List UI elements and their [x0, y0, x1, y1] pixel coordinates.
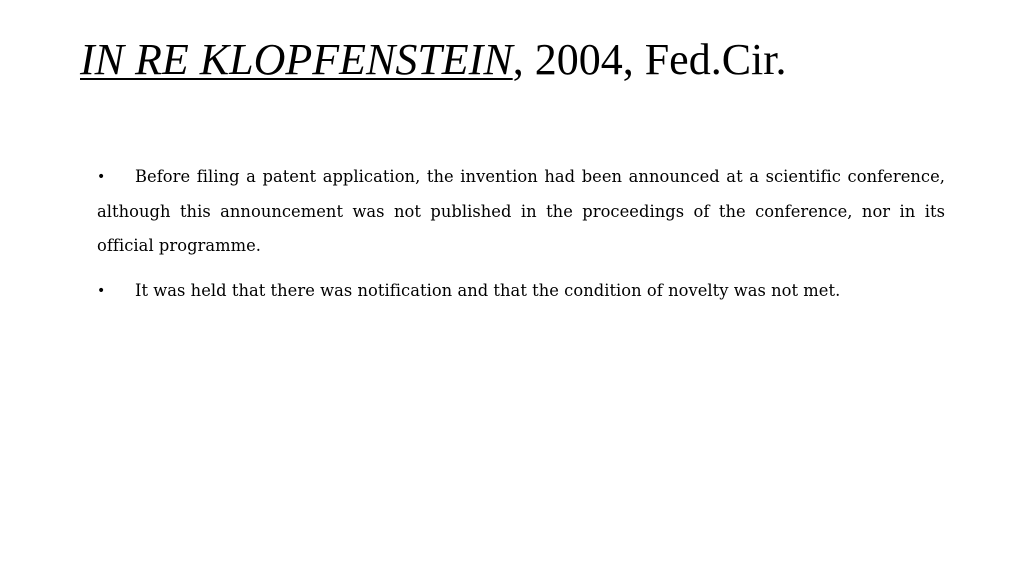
bullet-list — [97, 160, 945, 318]
bullet-item — [97, 160, 945, 264]
case-name: IN RE KLOPFENSTEIN — [80, 35, 513, 84]
bullet-icon: • — [97, 282, 106, 299]
bullet-item — [97, 274, 945, 309]
bullet-text: It was held that there was notification and that the condition of novelty was not met. — [135, 280, 841, 300]
bullet-text: Before filing a patent application, the invention had been announced at a scientific conference, although this announcement was not published in the proceedings of the conference, nor in its official programme. — [97, 167, 945, 255]
slide-title — [80, 34, 960, 86]
title-citation: , 2004, Fed.Cir. — [512, 35, 787, 84]
bullet-icon: • — [97, 169, 106, 185]
